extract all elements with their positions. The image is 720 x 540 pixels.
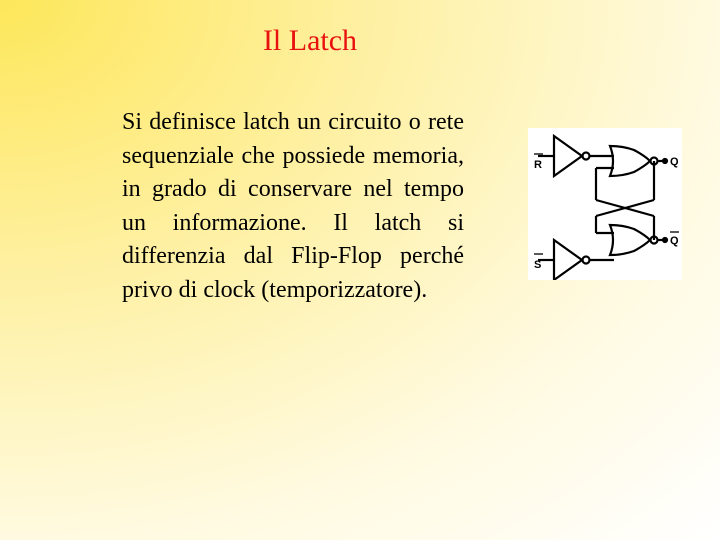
slide-title: Il Latch [262, 24, 358, 57]
sr-latch-diagram [528, 128, 682, 280]
top-inverter-bubble [583, 153, 590, 160]
output-qbar-label: Q [670, 235, 679, 247]
slide-body-text: Si definisce latch un circuito o rete sequenziale che possiede memoria, in grado di conservare nel tempo un informazione. Il latch si differenzia dal Flip-Flop perché privo di clock (temporizzatore). [122, 109, 464, 303]
bottom-or-gate [610, 225, 650, 255]
top-or-gate [610, 146, 650, 176]
bottom-inverter-gate [554, 240, 582, 280]
input-r-label: R [534, 159, 542, 171]
top-inverter-gate [554, 136, 582, 176]
bottom-inverter-bubble [583, 257, 590, 264]
latch-circuit-icon [528, 128, 682, 280]
input-s-label: S [534, 259, 542, 271]
output-q-label: Q [670, 156, 679, 168]
